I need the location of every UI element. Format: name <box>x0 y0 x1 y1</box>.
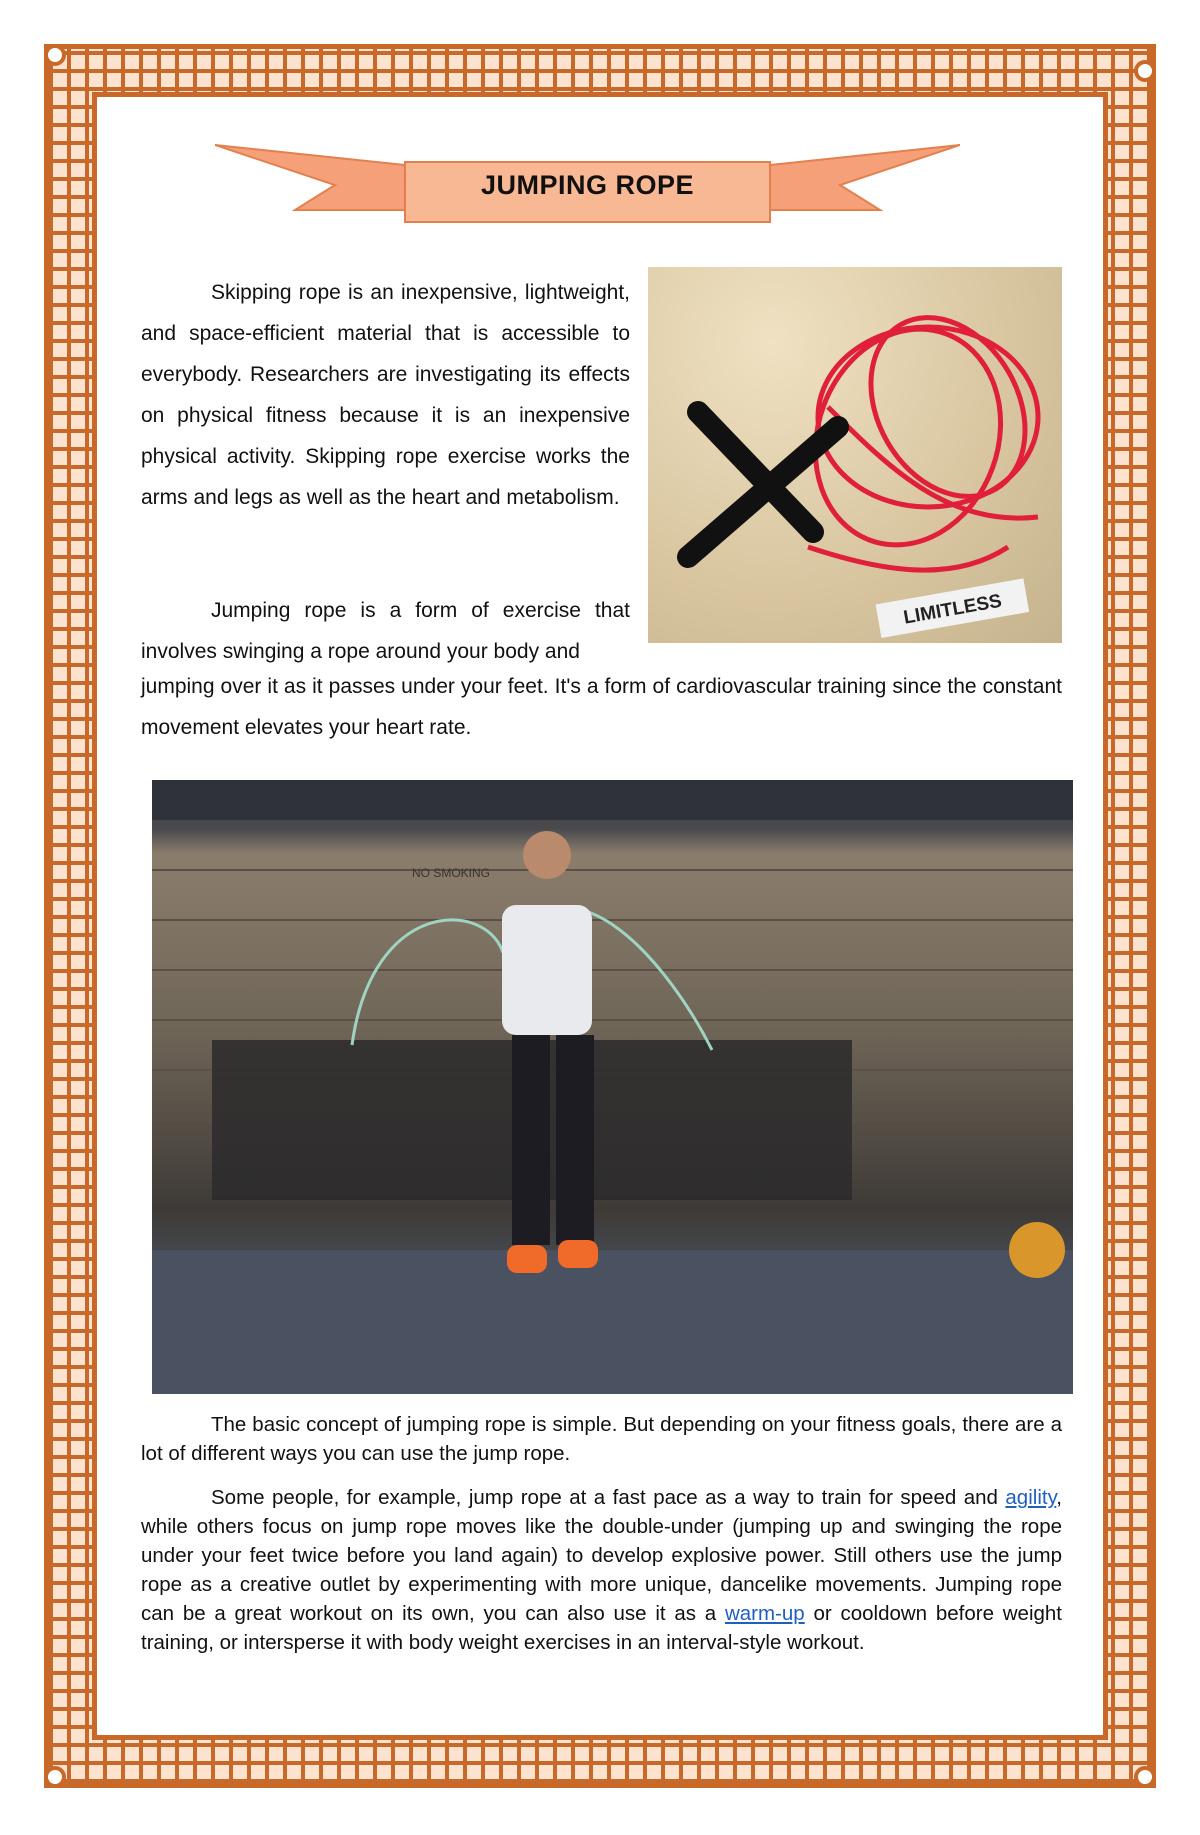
paragraph-variations <box>141 1483 1062 1657</box>
corner-ornament-bottom-right <box>1134 1766 1156 1788</box>
paragraph-intro-text: Skipping rope is an inexpensive, lightweight, and space-efficient material that is accessible to everybody. Researchers are investigating its effects on physical fitness because it is an inexpensive physical activity. Skipping rope exercise works the arms and legs as well as the heart and metabolism. <box>141 281 630 509</box>
paragraph-definition-a <box>141 590 630 672</box>
warm-up-link[interactable]: warm-up <box>724 1602 805 1625</box>
paragraph-variations-text-c: or cooldown before weight training, or intersperse it with body weight exercises in an interval-style workout. <box>141 1602 1062 1654</box>
corner-ornament-bottom-left <box>44 1766 66 1788</box>
jump-rope-photo <box>648 267 1062 643</box>
paragraph-definition-text-b: jumping over it as it passes under your feet. It's a form of cardiovascular training since the constant movement elevates your heart rate. <box>141 675 1062 739</box>
paragraph-intro <box>141 272 630 518</box>
wall-sign: NO SMOKING <box>412 866 491 880</box>
paragraph-variations-text-b: , while others focus on jump rope moves like the double-under (jumping up and swinging the rope under your feet twice before you land again) to develop explosive power. Still others use the jump rope as a creative outlet by experimenting with more unique, dancelike movements. Jumping rope can be a great workout on its own, you can also use it as a <box>141 1486 1062 1625</box>
paragraph-definition-b <box>141 666 1062 748</box>
page-title: JUMPING ROPE <box>480 170 695 200</box>
corner-ornament-top-right <box>1134 60 1156 82</box>
corner-ornament-top-left <box>44 44 66 66</box>
title-banner <box>215 140 960 230</box>
agility-link[interactable]: agility <box>1005 1486 1057 1509</box>
jump-rope-illustration <box>648 267 1062 643</box>
paragraph-concept-text: The basic concept of jumping rope is simple. But depending on your fitness goals, there are a lot of different ways you can use the jump rope. <box>141 1413 1062 1465</box>
gym-scene-illustration <box>152 780 1073 1394</box>
rope-tag-label: LIMITLESS <box>901 590 1004 629</box>
paragraph-concept <box>141 1410 1062 1468</box>
paragraph-definition-text-a: Jumping rope is a form of exercise that involves swinging a rope around your body and <box>141 599 630 663</box>
woman-jumping-rope-photo <box>152 780 1073 1394</box>
paragraph-variations-text-a: Some people, for example, jump rope at a fast pace as a way to train for speed and <box>211 1486 1006 1509</box>
